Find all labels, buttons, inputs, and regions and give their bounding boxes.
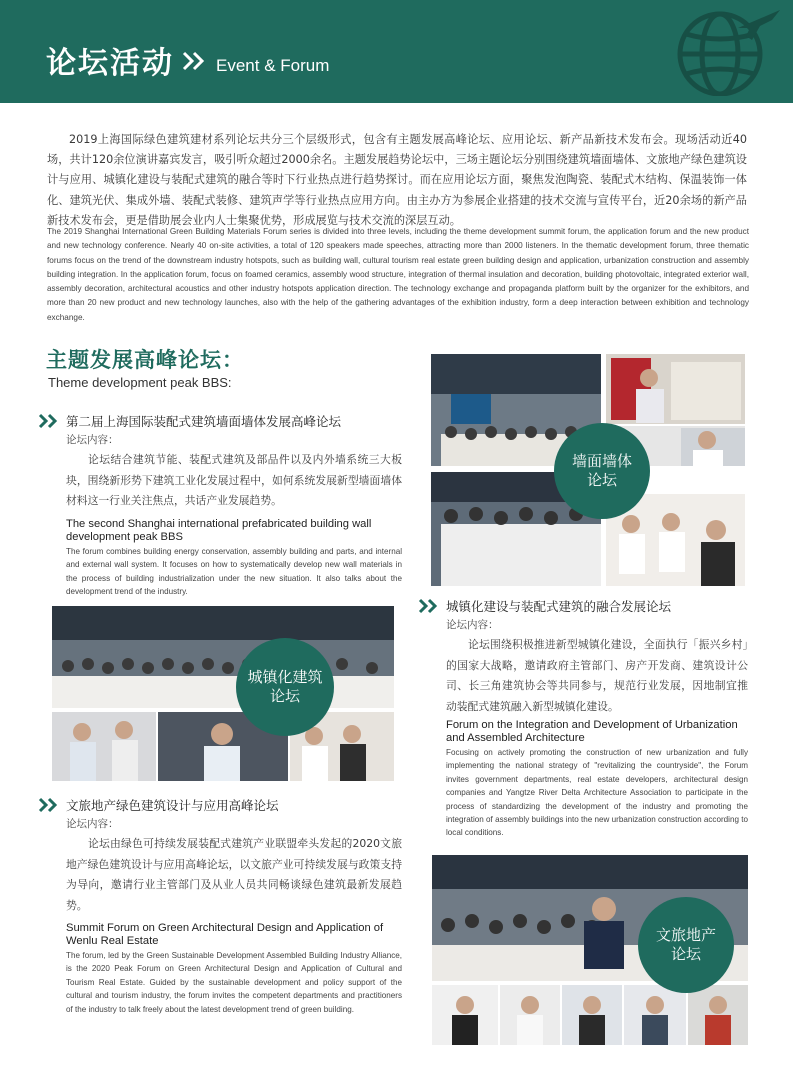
badge-line-1: 墙面墙体 [571,452,632,470]
photo-collage-urbanization [52,606,394,781]
conference-photo [52,606,394,781]
forum-title-en: Summit Forum on Green Architectural Design and Application of Wenlu Real Estate [66,922,384,947]
forum-badge-wall [554,423,650,519]
page-title: 论坛活动 [46,46,174,81]
forum-label: 论坛内容： [446,619,499,631]
section-subtitle: Theme development peak BBS: [48,375,232,390]
badge-line-2: 论坛 [586,471,617,489]
forum-body-en: Focusing on actively promoting the construction of new urbanization and fully implementing the national strategy of "revitalizing the countryside", the Forum invites government departments, real estate developers, architectural design companies and Yangtze River Delta Architecture Association to participate in the process of standardizing the development of the industry and promoting the integration of assembly buildings into the new urbanization construction according to local conditions. [446,748,748,838]
page-header [0,0,793,103]
globe-plane-icon [668,6,788,96]
forum-body-cn: 论坛由绿色可持续发展装配式建筑产业联盟牵头发起的2020文旅地产绿色建筑设计与应用高峰论坛，以文旅产业可持续发展与政策支持为导向，邀请行业主管部门及从业人员共同畅谈绿色建筑最新发展趋势。 [66,837,402,912]
forum-title-en: The second Shanghai international prefabricated building wall development peak BBS [66,518,372,543]
forum-wall [38,412,408,602]
intro-text-en: The 2019 Shanghai International Green Building Materials Forum series is divided into three levels, including the theme development summit forum, the application forum and the new product and new technology conference. Nearly 40 on-site activities, a total of 120 speakers made speeches, attracting more than 2000 listeners. In the thematic development forum, three thematic forums focus on the trend of the downstream industry hotspots, such as building wall, cultural tourism real estate green building design and application, urbanization construction and assembly building integration. In the application forum, focus on foamed ceramics, assembly wood structure, integration of thermal insulation and decoration, building photovoltaic, integrated exterior wall, assembly decoration, architectural acoustics and other industry hotspots application direction. The technology exchange and propaganda platform built by the organizer for the exhibitors, and more than 20 new product and new technology launches, also with the help of the gathering advantages of the exhibition industry, form a deep interaction between exhibition and technology exchange. [47,227,749,322]
double-chevron-icon [418,598,440,614]
double-chevron-icon [38,413,60,429]
page-subtitle: Event & Forum [216,56,330,75]
forum-label: 论坛内容： [66,818,119,830]
forum-body-en: The forum combines building energy conservation, assembly building and parts, and internal and external wall system. It focuses on how to systematically develop new wall materials in the process of building industrialization under the new situation. It also talks about the development trend of the industry. [66,547,402,597]
badge-line-1: 文旅地产 [655,926,716,944]
forum-title-cn: 文旅地产绿色建筑设计与应用高峰论坛 [66,798,279,813]
forum-body-cn: 论坛结合建筑节能、装配式建筑及部品件以及内外墙系统三大板块，围绕新形势下建筑工业化发展过程中，如何系统发展新型墙面墙体材料这一行业关注焦点，共话产业发展趋势。 [66,453,402,508]
intro-text-cn: 2019上海国际绿色建筑建材系列论坛共分三个层级形式，包含有主题发展高峰论坛、应用论坛、新产品新技术发布会。现场活动近40场，共计120余位演讲嘉宾发言，吸引听众超过2000余名。主题发展趋势论坛中，三场主题论坛分别围绕建筑墙面墙体、文旅地产绿色建筑设计与应用、城镇化建设与装配式建筑的融合等时下行业热点进行趋势探讨。而在应用论坛方面，聚焦发泡陶瓷、装配式木结构、保温装饰一体化、建筑光伏、集成外墙、装配式装修、建筑声学等行业热点应用方向。由主办方为参展企业搭建的技术交流与宣传平台，近20余场的新产品新技术发布会，更是借助展会业内人士集聚优势，形成展览与技术交流的深层互动。 [47,133,747,227]
badge-line-2: 论坛 [269,687,300,705]
double-chevron-icon [182,50,206,72]
forum-title-cn: 城镇化建设与装配式建筑的融合发展论坛 [446,599,672,614]
forum-badge-tourism [638,897,734,993]
forum-body-en: The forum, led by the Green Sustainable Development Assembled Building Industry Alliance, is the 2020 Peak Forum on Green Architectural Design and Application of Cultural and Tourism Real Estate. Guided by the sustainable development and policy support of the cultural and tourism industry, the forum invites the competent departments and practitioners of the industry to talk freely about the latest development trend of green building. [66,951,402,1014]
photo-collage-tourism [432,855,748,1045]
forum-tourism [38,796,408,1036]
forum-body-cn: 论坛围绕积极推进新型城镇化建设，全面执行「振兴乡村」的国家大战略，邀请政府主管部门、房产开发商、建筑设计公司、长三角建筑协会等共同参与，规范行业发展，因地制宜推动装配式建筑融入新型城镇化建设。 [446,638,748,713]
badge-line-2: 论坛 [670,945,701,963]
forum-urbanization [418,597,758,847]
section-title: 主题发展高峰论坛： [46,348,244,372]
badge-line-1: 城镇化建筑 [247,668,323,686]
forum-badge-urbanization [236,638,334,736]
forum-title-cn: 第二届上海国际装配式建筑墙面墙体发展高峰论坛 [66,414,342,429]
forum-title-en: Forum on the Integration and Development of Urbanization and Assembled Architecture [446,719,738,744]
double-chevron-icon [38,797,60,813]
photo-collage-wall [431,354,745,586]
forum-label: 论坛内容： [66,434,119,446]
